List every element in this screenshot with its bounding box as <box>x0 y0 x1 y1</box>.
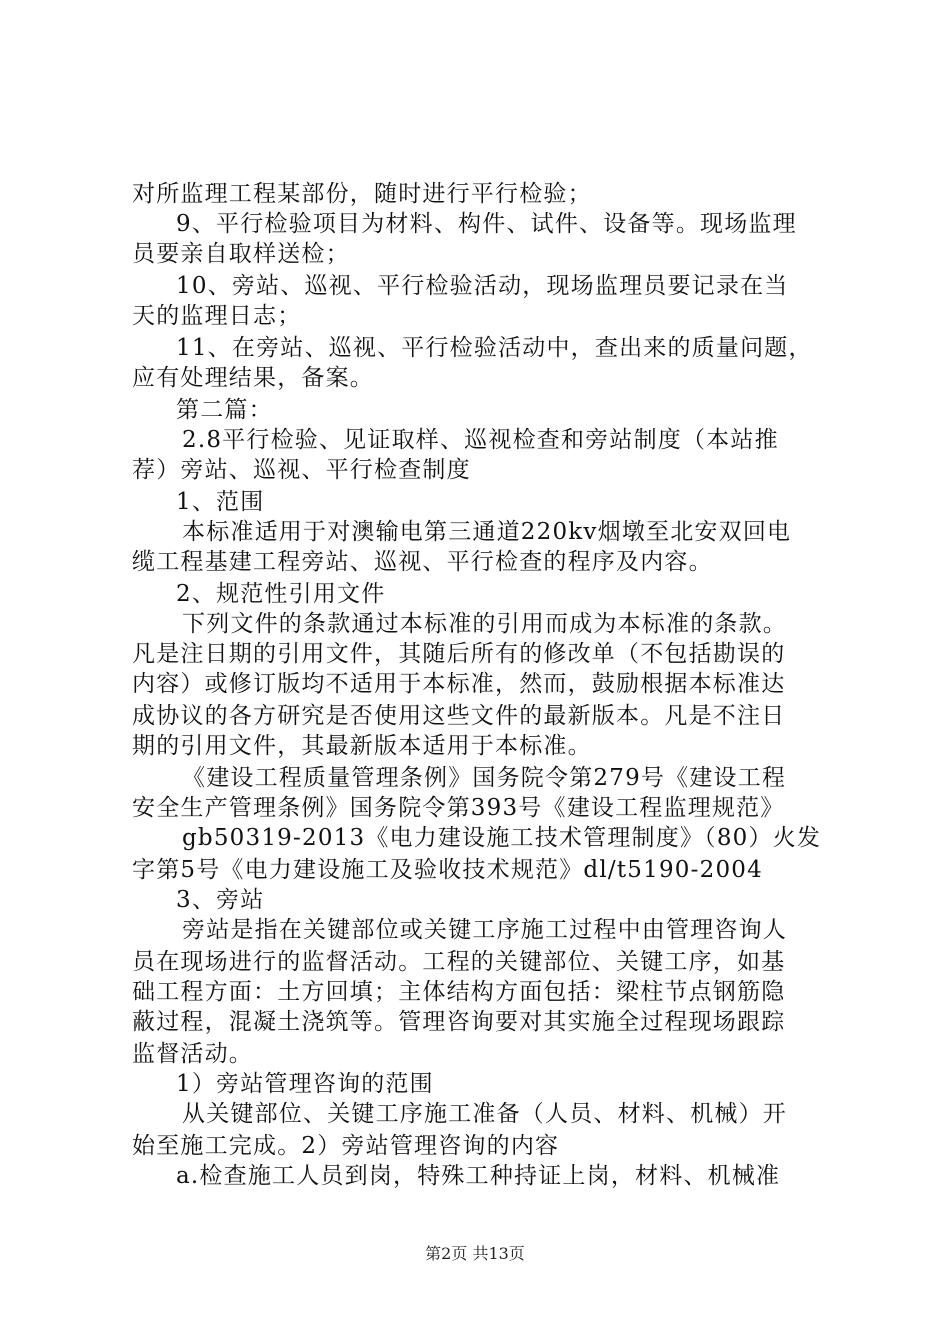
text-line: 安全生产管理条例》国务院令第393号《建设工程监理规范》 <box>132 795 785 821</box>
text-line: 成协议的各方研究是否使用这些文件的最新版本。凡是不注日 <box>132 703 786 729</box>
text-line: 内容）或修订版均不适用于本标准，然而，鼓励根据本标准达 <box>132 671 786 697</box>
text-line: 10、旁站、巡视、平行检验活动，现场监理员要记录在当 <box>176 273 789 299</box>
section-heading: 第二篇： <box>176 397 273 423</box>
section-heading: 3、旁站 <box>176 887 265 913</box>
text-line: 始至施工完成。2）旁站管理咨询的内容 <box>132 1133 560 1159</box>
text-line: 11、在旁站、巡视、平行检验活动中，查出来的质量问题， <box>176 335 813 361</box>
text-line: 本标准适用于对澳输电第三通道220kv烟墩至北安双回电 <box>182 519 792 545</box>
text-line: 对所监理工程某部份，随时进行平行检验； <box>132 181 592 207</box>
page-number-footer: 第2页 共13页 <box>425 1244 525 1263</box>
section-heading: 2、规范性引用文件 <box>176 581 386 607</box>
text-line: 监督活动。 <box>132 1041 253 1067</box>
text-line: 旁站是指在关键部位或关键工序施工过程中由管理咨询人 <box>182 917 787 943</box>
text-line: 荐）旁站、巡视、平行检查制度 <box>132 457 471 483</box>
text-line: 期的引用文件，其最新版本适用于本标准。 <box>132 733 592 759</box>
text-line: 础工程方面：土方回填；主体结构方面包括：梁柱节点钢筋隐 <box>132 979 786 1005</box>
text-line: 字第5号《电力建设施工及验收技术规范》dl/t5190-2004 <box>132 857 763 883</box>
text-line: 应有处理结果，备案。 <box>132 365 374 391</box>
text-line: 蔽过程，混凝土浇筑等。管理咨询要对其实施全过程现场跟踪 <box>132 1009 786 1035</box>
text-line: 《建设工程质量管理条例》国务院令第279号《建设工程 <box>182 765 787 791</box>
text-line: 从关键部位、关键工序施工准备（人员、材料、机械）开 <box>182 1101 787 1127</box>
text-line: a.检查施工人员到岗，特殊工种持证上岗，材料、机械准 <box>176 1163 781 1189</box>
text-line: gb50319-2013《电力建设施工技术管理制度》（80）火发 <box>182 825 822 851</box>
section-heading: 1、范围 <box>176 489 265 515</box>
text-line: 天的监理日志； <box>132 303 302 329</box>
section-heading: 1）旁站管理咨询的范围 <box>176 1071 434 1097</box>
text-line: 2.8平行检验、见证取样、巡视检查和旁站制度（本站推 <box>182 427 779 453</box>
text-line: 凡是注日期的引用文件，其随后所有的修改单（不包括勘误的 <box>132 641 786 667</box>
text-line: 9、平行检验项目为材料、构件、试件、设备等。现场监理 <box>176 211 797 237</box>
text-line: 缆工程基建工程旁站、巡视、平行检查的程序及内容。 <box>132 549 713 575</box>
text-line: 员在现场进行的监督活动。工程的关键部位、关键工序，如基 <box>132 949 786 975</box>
text-line: 员要亲自取样送检； <box>132 241 350 267</box>
text-line: 下列文件的条款通过本标准的引用而成为本标准的条款。 <box>182 611 787 637</box>
